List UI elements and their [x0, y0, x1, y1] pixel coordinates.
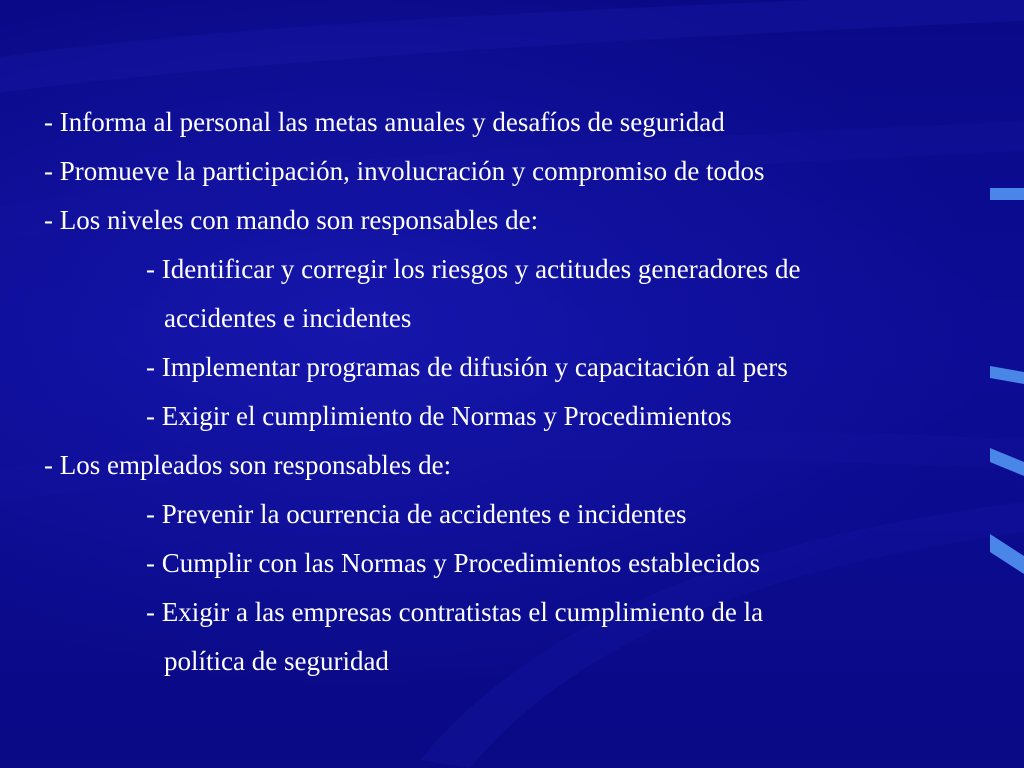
- sub-bullet-line: - Cumplir con las Normas y Procedimientos establecidos: [146, 548, 761, 578]
- sub-bullet-continuation: política de seguridad: [164, 646, 389, 676]
- sub-bullet-line: - Exigir a las empresas contratistas el cumplimiento de la: [146, 597, 764, 627]
- bullet-line: - Los niveles con mando son responsables de:: [44, 205, 539, 235]
- sub-bullet-continuation: accidentes e incidentes: [164, 303, 412, 333]
- sub-bullet-line: - Implementar programas de difusión y capacitación al pers: [146, 352, 788, 382]
- sub-bullet-line: - Prevenir la ocurrencia de accidentes e incidentes: [146, 499, 687, 529]
- bullet-line: - Promueve la participación, involucración y compromiso de todos: [44, 156, 765, 186]
- bullet-line: - Informa al personal las metas anuales y desafíos de seguridad: [44, 107, 725, 137]
- bullet-line: - Los empleados son responsables de:: [44, 450, 452, 480]
- sub-bullet-line: - Identificar y corregir los riesgos y actitudes generadores de: [146, 254, 801, 284]
- sub-bullet-line: - Exigir el cumplimiento de Normas y Procedimientos: [146, 401, 732, 431]
